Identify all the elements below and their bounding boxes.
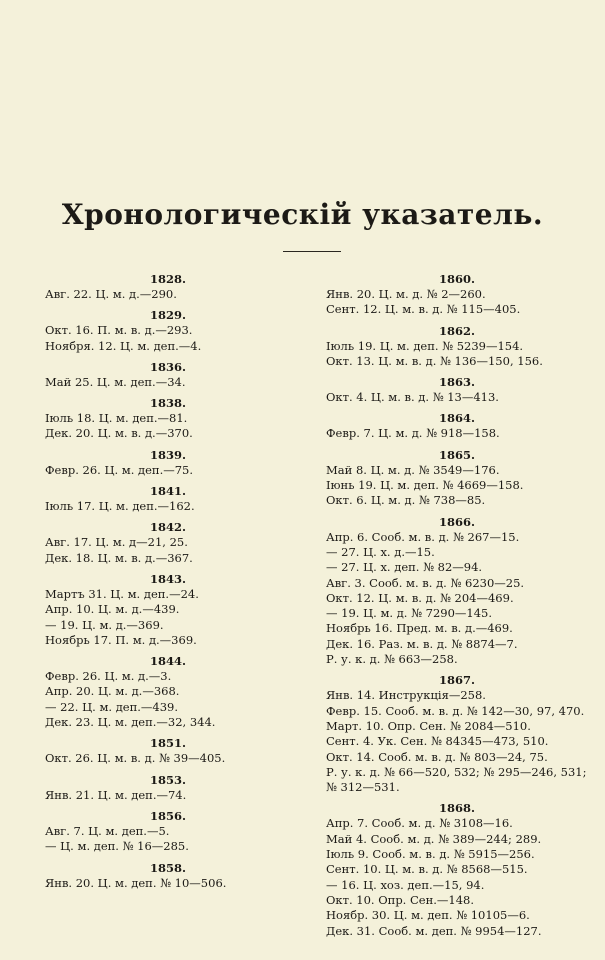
year-heading: 1844.: [149, 654, 186, 669]
index-entry: Сент. 12. Ц. м. в. д. № 115—405.: [326, 302, 521, 317]
index-entry: Апр. 6. Сооб. м. в. д. № 267—15.: [326, 529, 520, 544]
index-entry: — 27. Ц. х. д.—15.: [326, 544, 435, 559]
index-entry: Февр. 15. Сооб. м. в. д. № 142—30, 97, 470.: [326, 703, 585, 718]
index-entry: Март. 10. Опр. Сен. № 2084—510.: [326, 718, 531, 733]
year-heading: 1860.: [438, 272, 475, 286]
year-heading: 1843.: [149, 571, 186, 586]
year-heading: 1829.: [149, 308, 186, 323]
index-entry: Авг. 17. Ц. м. д—21, 25.: [45, 535, 188, 550]
index-entry: Окт. 26. Ц. м. в. д. № 39—405.: [45, 751, 226, 766]
year-heading: 1864.: [438, 411, 475, 426]
year-heading: 1865.: [438, 447, 475, 462]
year-heading: 1853.: [149, 772, 186, 787]
index-entry: Дек. 16. Раз. м. в. д. № 8874—7.: [326, 636, 518, 651]
year-heading: 1851.: [149, 736, 186, 751]
year-heading: 1862.: [438, 323, 475, 338]
index-entry: Апр. 20. Ц. м. д.—368.: [45, 684, 180, 699]
index-entry: Апр. 7. Сооб. м. д. № 3108—16.: [326, 816, 513, 831]
index-entry: Февр. 7. Ц. м. д. № 918—158.: [326, 426, 500, 441]
year-heading: 1866.: [438, 514, 475, 529]
index-entry: Авг. 3. Сооб. м. в. д. № 6230—25.: [326, 575, 525, 590]
index-entry: Сент. 10. Ц. м. в. д. № 8568—515.: [326, 862, 528, 877]
year-heading: 1828.: [149, 272, 186, 286]
index-entry: Окт. 16. П. м. в. д.—293.: [45, 323, 193, 338]
year-heading: 1836.: [149, 359, 186, 374]
index-entry: — Ц. м. деп. № 16—285.: [45, 839, 189, 854]
year-heading: 1841.: [149, 484, 186, 499]
index-entry: Окт. 10. Опр. Сен.—148.: [326, 892, 475, 907]
index-entry: Окт. 13. Ц. м. в. д. № 136—150, 156.: [326, 353, 543, 368]
index-entry: Ноября. 12. Ц. м. деп.—4.: [45, 338, 202, 353]
right-column: [326, 272, 588, 939]
title-divider: [283, 251, 341, 252]
index-entry: Дек. 20. Ц. м. в. д.—370.: [45, 426, 193, 441]
index-entry: Май 4. Сооб. м. д. № 389—244; 289.: [326, 831, 542, 846]
year-heading: 1863.: [438, 375, 475, 390]
index-entry: — 19. Ц. м. д. № 7290—145.: [326, 606, 492, 621]
index-entry: Іюль 9. Сооб. м. в. д. № 5915—256.: [326, 847, 535, 862]
index-entry: — 19. Ц. м. д.—369.: [45, 617, 164, 632]
index-entry: Сент. 4. Ук. Сен. № 84345—473, 510.: [326, 734, 549, 749]
left-column: [45, 272, 291, 891]
index-entry: Янв. 21. Ц. м. деп.—74.: [45, 787, 187, 802]
index-entry: Апр. 10. Ц. м. д.—439.: [45, 602, 180, 617]
year-heading: 1867.: [438, 673, 475, 688]
index-entry: Авг. 22. Ц. м. д.—290.: [45, 287, 177, 301]
index-entry: Іюль 19. Ц. м. деп. № 5239—154.: [326, 338, 524, 353]
index-entry: Ноябрь 16. Пред. м. в. д.—469.: [326, 621, 513, 636]
index-entry: Февр. 26. Ц. м. деп.—75.: [45, 462, 194, 477]
index-entry: Дек. 31. Сооб. м. деп. № 9954—127.: [326, 923, 542, 938]
index-entry: Іюль 18. Ц. м. деп.—81.: [45, 411, 188, 426]
year-heading: 1838.: [149, 396, 186, 411]
year-heading: 1842.: [149, 520, 186, 535]
index-entry: Р. у. к. д. № 66—520, 532; № 295—246, 531; № 312—531.: [326, 764, 587, 795]
index-entry: Ноябр. 30. Ц. м. деп. № 10105—6.: [326, 908, 530, 923]
year-heading: 1839.: [149, 447, 186, 462]
index-entry: Авг. 7. Ц. м. деп.—5.: [45, 823, 170, 838]
index-entry: Дек. 23. Ц. м. деп.—32, 344.: [45, 715, 216, 730]
index-entry: Окт. 12. Ц. м. в. д. № 204—469.: [326, 590, 514, 605]
index-entry: Янв. 20. Ц. м. д. № 2—260.: [326, 287, 486, 301]
index-entry: Р. у. к. д. № 663—258.: [326, 652, 458, 667]
index-entry: Окт. 14. Сооб. м. в. д. № 803—24, 75.: [326, 749, 548, 764]
year-heading: 1858.: [149, 860, 186, 875]
index-entry: Янв. 20. Ц. м. деп. № 10—506.: [45, 875, 227, 890]
index-entry: Ноябрь 17. П. м. д.—369.: [45, 632, 197, 647]
index-entry: — 27. Ц. х. деп. № 82—94.: [326, 560, 483, 575]
index-entry: Май 8. Ц. м. д. № 3549—176.: [326, 462, 500, 477]
index-entry: Окт. 4. Ц. м. в. д. № 13—413.: [326, 390, 499, 405]
index-entry: Іюль 17. Ц. м. деп.—162.: [45, 499, 195, 514]
page-title: Хронологическій указатель.: [61, 198, 544, 231]
year-heading: 1868.: [438, 801, 475, 816]
index-entry: Февр. 26. Ц. м. д.—3.: [45, 669, 172, 684]
index-entry: Іюнь 19. Ц. м. деп. № 4669—158.: [326, 478, 524, 493]
index-entry: Май 25. Ц. м. деп.—34.: [45, 374, 186, 389]
index-entry: — 22. Ц. м. деп.—439.: [45, 699, 179, 714]
index-entry: Дек. 18. Ц. м. в. д.—367.: [45, 550, 193, 565]
index-entry: Окт. 6. Ц. м. д. № 738—85.: [326, 493, 486, 508]
index-entry: — 16. Ц. хоз. деп.—15, 94.: [326, 877, 485, 892]
year-heading: 1856.: [149, 808, 186, 823]
index-entry: Янв. 14. Инструкція—258.: [326, 688, 486, 703]
index-entry: Мартъ 31. Ц. м. деп.—24.: [45, 586, 199, 601]
